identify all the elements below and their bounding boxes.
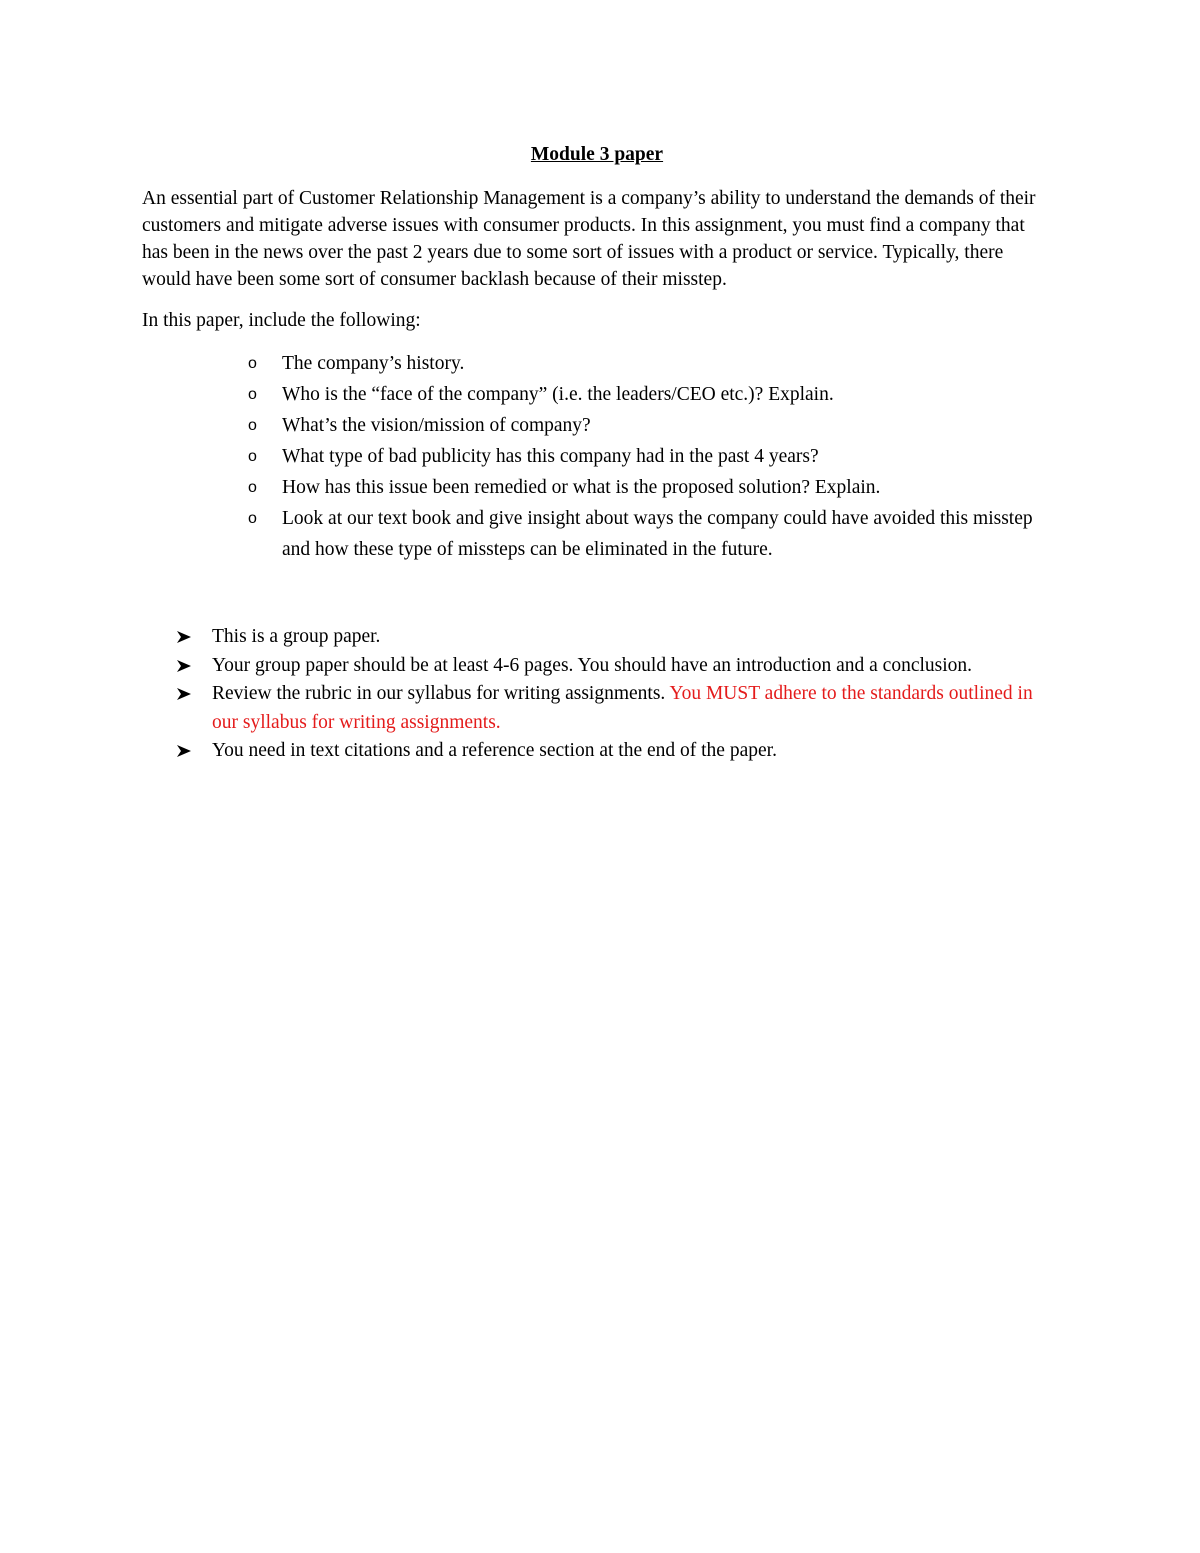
arrowhead-bullet-icon — [176, 744, 192, 758]
note-item — [176, 652, 1052, 681]
list-item — [248, 441, 1052, 472]
requirements-list — [142, 348, 1052, 565]
notes-list — [142, 623, 1052, 766]
circle-bullet-icon: o — [248, 355, 257, 372]
instructions-lead: In this paper, include the following: — [142, 310, 421, 331]
circle-bullet-icon: o — [248, 510, 257, 527]
arrowhead-bullet-icon — [176, 659, 192, 673]
note-item — [176, 623, 1052, 652]
note-item — [176, 737, 1052, 766]
circle-bullet-icon: o — [248, 417, 257, 434]
note-item — [176, 680, 1052, 737]
document-body — [142, 141, 1052, 766]
list-item-text: Who is the “face of the company” (i.e. the leaders/CEO etc.)? Explain. — [282, 384, 834, 405]
note-text: This is a group paper. — [212, 626, 381, 647]
list-item — [248, 348, 1052, 379]
document-title: Module 3 paper — [530, 144, 664, 165]
list-item — [248, 410, 1052, 441]
circle-bullet-icon: o — [248, 448, 257, 465]
list-item-text: The company’s history. — [282, 353, 465, 374]
arrowhead-bullet-icon — [176, 630, 192, 644]
circle-bullet-icon: o — [248, 386, 257, 403]
note-text: Review the rubric in our syllabus for writing assignments. — [212, 683, 670, 704]
list-item-text: What’s the vision/mission of company? — [282, 415, 591, 436]
note-text: Your group paper should be at least 4-6 pages. You should have an introduction and a conclusion. — [212, 654, 973, 676]
note-text: You need in text citations and a reference section at the end of the paper. — [212, 740, 777, 761]
list-item-text: How has this issue been remedied or what is the proposed solution? Explain. — [282, 477, 881, 498]
intro-paragraph: An essential part of Customer Relationship Management is a company’s ability to understand the demands of their customers and mitigate adverse issues with consumer products. In this assignment, you must find a company that has been in the news over the past 2 years due to some sort of issues with a product or service. Typically, there would have been some sort of consumer backlash because of their misstep. — [142, 188, 1036, 290]
list-item-text: Look at our text book and give insight about ways the company could have avoided this misstep and how these type of missteps can be eliminated in the future. — [282, 508, 1033, 560]
list-item — [248, 503, 1052, 565]
list-item-text: What type of bad publicity has this company had in the past 4 years? — [282, 446, 819, 467]
emphasis-text: You MUST adhere to the standards outlined in our syllabus for writing assignments. — [212, 683, 1033, 733]
arrowhead-bullet-icon — [176, 687, 192, 701]
list-item — [248, 472, 1052, 503]
list-item — [248, 379, 1052, 410]
circle-bullet-icon: o — [248, 479, 257, 496]
